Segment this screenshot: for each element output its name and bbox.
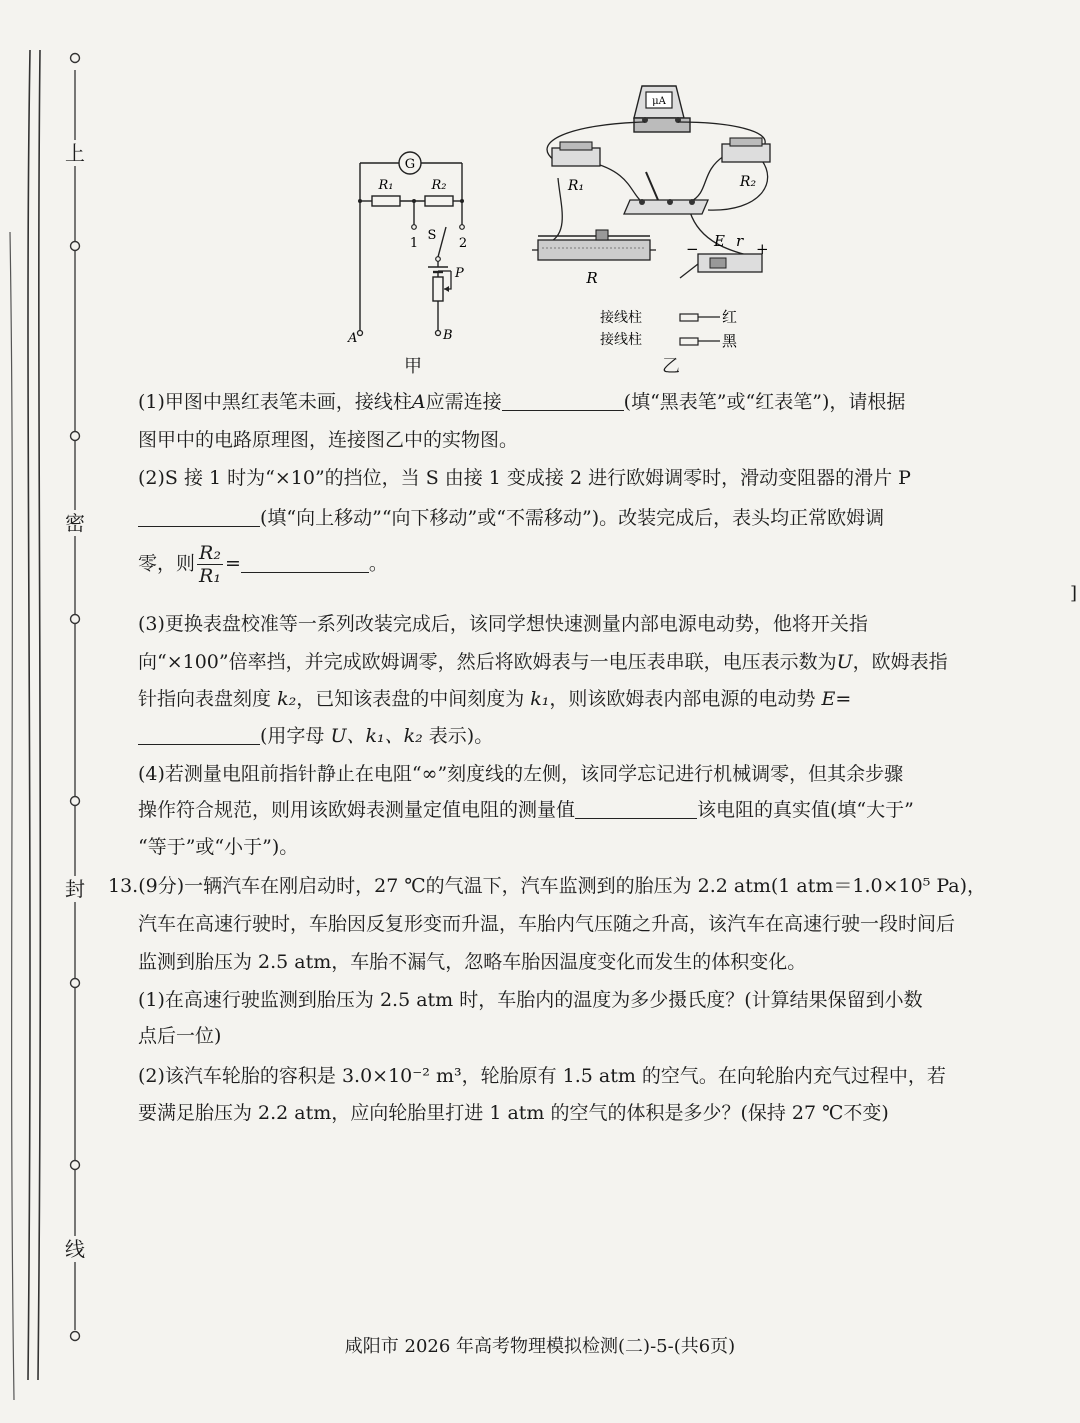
binding-margin-lines <box>0 0 110 1423</box>
q12-part3-line2: 向“×100”倍率挡，并完成欧姆调零，然后将欧姆表与一电压表串联，电压表示数为U，欧姆表指 <box>138 651 948 673</box>
q12-part4-line3: “等于”或“小于”)。 <box>138 836 299 858</box>
jia-label-A: A <box>348 331 358 345</box>
figure-yi-caption: 乙 <box>662 356 680 377</box>
q12-part1-line2: 图甲中的电路原理图，连接图乙中的实物图。 <box>138 429 519 451</box>
page-footer: 咸阳市 2026 年高考物理模拟检测(二)-5-(共6页) <box>344 1336 736 1357</box>
q13-sub1-line1: (1)在高速行驶监测到胎压为 2.5 atm 时，车胎内的温度为多少摄氏度？(计算结果保留到小数 <box>138 989 923 1011</box>
q12-part3-line1: (3)更换表盘校准等一系列改装完成后，该同学想快速测量内部电源电动势，他将开关指 <box>138 613 868 635</box>
q12-part2-line3: 零，则 $\frac{\text{R₂}}{\text{R₁}}$ = 。 <box>138 542 388 587</box>
yi-label-plus: + <box>756 240 769 258</box>
margin-char-xian: 线 <box>62 1236 88 1262</box>
q12-part2-line2: (填“向上移动”“向下移动”或“不需移动”)。改装完成后，表头均正常欧姆调 <box>138 506 996 530</box>
yi-label-E: E <box>714 232 725 250</box>
q13-line1: 13.(9分)一辆汽车在刚启动时，27 ℃的气温下，汽车监测到的胎压为 2.2 atm(1 atm＝1.0×10⁵ Pa)， <box>108 875 987 897</box>
yi-post-red-label: 接线柱 <box>600 310 642 326</box>
yi-label-R: R <box>586 269 598 287</box>
q12-part3-line4: (用字母 U、k₁、k₂ 表示)。 <box>138 724 996 748</box>
edge-mark: ] <box>1070 583 1078 604</box>
q13-sub2-line2: 要满足胎压为 2.2 atm，应向轮胎里打进 1 atm 的空气的体积是多少？(保持 27 ℃不变) <box>138 1102 889 1124</box>
blank-2[interactable] <box>138 506 260 527</box>
q13-line2: 汽车在高速行驶时，车胎因反复形变而升温，车胎内气压随之升高，该汽车在高速行驶一段时间后 <box>138 913 956 935</box>
yi-label-R1: R₁ <box>567 178 585 194</box>
jia-label-2: 2 <box>458 236 468 251</box>
q12-part4-line2: 操作符合规范，则用该欧姆表测量定值电阻的测量值 该电阻的真实值(填“大于” <box>138 799 914 821</box>
jia-label-R2: R₂ <box>431 178 447 193</box>
yi-red-label: 红 <box>722 308 738 326</box>
yi-black-label: 黑 <box>722 332 738 350</box>
q12-part1-line1: (1)甲图中黑红表笔未画，接线柱A应需连接 (填“黑表笔”或“红表笔”)，请根据 <box>138 391 906 413</box>
margin-char-mi: 密 <box>62 510 88 536</box>
fraction-R2-over-R1: $\frac{\text{R₂}}{\text{R₁}}$ <box>199 542 221 587</box>
yi-label-R2: R₂ <box>739 174 757 190</box>
blank-5[interactable] <box>575 798 697 819</box>
q13-line3: 监测到胎压为 2.5 atm，车胎不漏气，忽略车胎因温度变化而发生的体积变化。 <box>138 951 807 973</box>
yi-post-black-label: 接线柱 <box>600 332 642 348</box>
jia-label-B: B <box>443 328 453 343</box>
blank-4[interactable] <box>138 724 260 745</box>
q12-part3-line3: 针指向表盘刻度 k₂，已知该表盘的中间刻度为 k₁，则该欧姆表内部电源的电动势 E= <box>138 688 852 710</box>
blank-3[interactable] <box>241 552 369 573</box>
figure-jia-circuit <box>330 145 490 345</box>
margin-char-feng: 封 <box>62 876 88 902</box>
figure-yi-apparatus <box>530 82 790 352</box>
blank-1[interactable] <box>502 390 624 411</box>
margin-char-shang: 上 <box>62 140 88 166</box>
q13-sub1-line2: 点后一位) <box>138 1025 222 1047</box>
jia-label-S: S <box>427 228 437 243</box>
yi-label-minus: − <box>686 240 699 258</box>
jia-label-1: 1 <box>409 236 419 251</box>
q12-part4-line1: (4)若测量电阻前指针静止在电阻“∞”刻度线的左侧，该同学忘记进行机械调零，但其余步骤 <box>138 763 904 785</box>
q13-sub2-line1: (2)该汽车轮胎的容积是 3.0×10⁻² m³，轮胎原有 1.5 atm 的空气。在向轮胎内充气过程中，若 <box>138 1065 946 1087</box>
jia-label-R1: R₁ <box>378 178 394 193</box>
q12-part2-line1: (2)S 接 1 时为“×10”的挡位，当 S 由接 1 变成接 2 进行欧姆调零时，滑动变阻器的滑片 P <box>138 467 911 489</box>
figure-jia-caption: 甲 <box>404 356 422 377</box>
jia-label-P: P <box>455 266 464 281</box>
jia-label-G: G <box>404 157 416 172</box>
yi-label-r: r <box>736 232 744 250</box>
yi-label-uA: μA <box>652 96 666 107</box>
